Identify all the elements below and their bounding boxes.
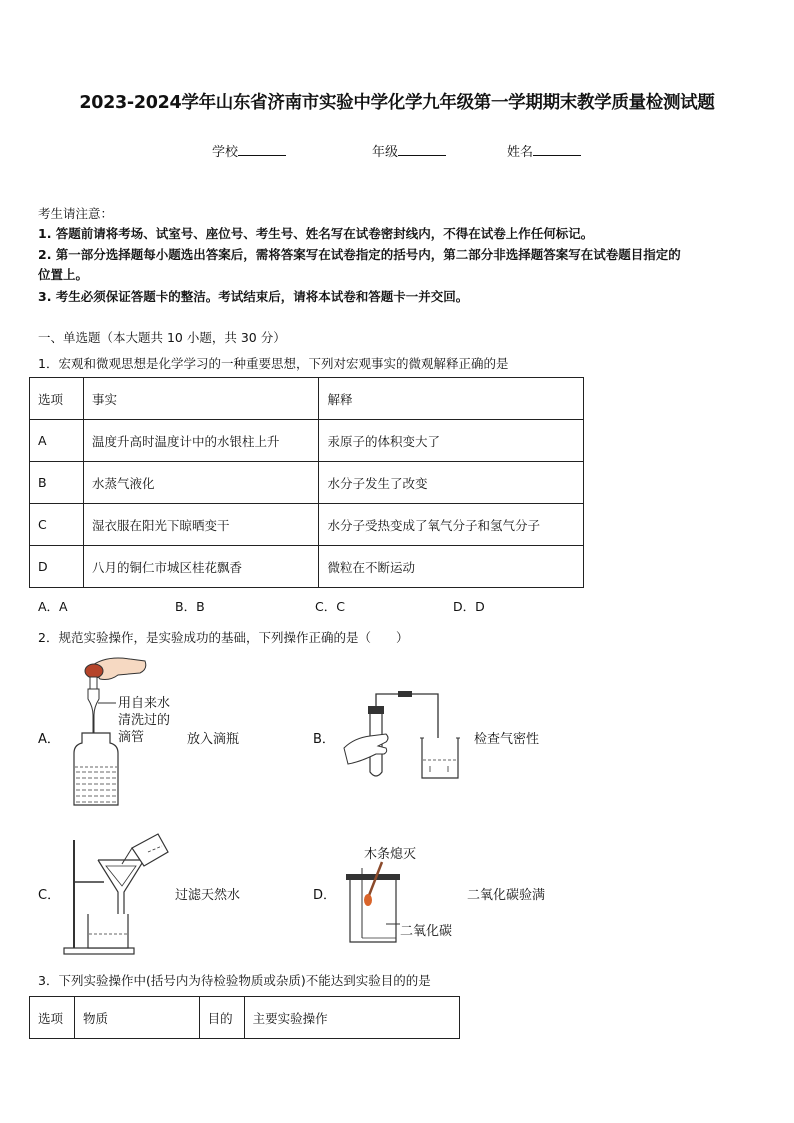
- q3-table: [29, 996, 460, 1039]
- school-label: 学校: [212, 145, 239, 160]
- name-field: [507, 141, 581, 160]
- notice-item-2: 2. 第一部分选择题每小题选出答案后，需将答案写在试卷指定的括号内，第二部分非选择题答案写在试卷题目指定的: [38, 247, 681, 262]
- filtration-figure: [62, 830, 172, 960]
- q1-table: [29, 377, 584, 588]
- q1-stem: 1．宏观和微观思想是化学学习的一种重要思想，下列对宏观事实的微观解释正确的是: [38, 356, 509, 371]
- notice-item-3: 3. 考生必须保证答题卡的整洁。考试结束后，请将本试卷和答题卡一并交回。: [38, 289, 469, 304]
- q1-option-d: D．D: [453, 599, 485, 614]
- table-row: [30, 420, 584, 462]
- q3-stem: 3．下列实验操作中(括号内为待检验物质或杂质)不能达到实验目的的是: [38, 973, 431, 988]
- q1-option-c: C．C: [315, 599, 345, 614]
- table-row: [30, 997, 460, 1039]
- table-cell: 汞原子的体积变大了: [319, 420, 584, 462]
- table-cell: 水分子受热变成了氧气分子和氢气分子: [319, 504, 584, 546]
- notice-item-1: 1. 答题前请将考场、试室号、座位号、考生号、姓名写在试卷密封线内，不得在试卷上作任何标记。: [38, 226, 594, 241]
- school-blank: [238, 143, 286, 156]
- table-header-cell: 主要实验操作: [244, 997, 459, 1039]
- q2-option-a-letter: A．: [38, 732, 60, 747]
- q2-option-c-caption: 过滤天然水: [175, 888, 241, 903]
- table-cell: C: [30, 504, 84, 546]
- table-cell: 八月的铜仁市城区桂花飘香: [83, 546, 319, 588]
- grade-blank: [398, 143, 446, 156]
- grade-field: [372, 141, 446, 160]
- table-cell: 微粒在不断运动: [319, 546, 584, 588]
- notice-heading: 考生请注意：: [38, 206, 114, 221]
- table-row: [30, 504, 584, 546]
- table-header-cell: 选项: [30, 997, 75, 1039]
- name-blank: [533, 143, 581, 156]
- airtightness-check-figure: [340, 686, 465, 786]
- q1-option-b: B．B: [175, 599, 205, 614]
- q2-option-d-bottom-label: 二氧化碳: [400, 924, 453, 939]
- dropper-callout: [118, 695, 170, 746]
- table-header-cell: 物质: [74, 997, 199, 1039]
- callout-line-3: 滴管: [118, 730, 145, 745]
- table-cell: 温度升高时温度计中的水银柱上升: [83, 420, 319, 462]
- table-cell: A: [30, 420, 84, 462]
- name-label: 姓名: [507, 145, 534, 160]
- school-field: [212, 141, 286, 160]
- table-header-cell: 解释: [319, 378, 584, 420]
- callout-line-1: 用自来水: [118, 696, 171, 711]
- q2-stem: 2．规范实验操作，是实验成功的基础，下列操作正确的是（ ）: [38, 630, 409, 645]
- q2-option-d-caption: 二氧化碳验满: [467, 888, 546, 903]
- table-header-cell: 选项: [30, 378, 84, 420]
- grade-label: 年级: [372, 145, 399, 160]
- table-cell: 湿衣服在阳光下晾晒变干: [83, 504, 319, 546]
- q2-option-d-letter: D．: [313, 888, 337, 903]
- q2-option-d-top-label: 木条熄灭: [364, 847, 417, 862]
- table-cell: 水蒸气液化: [83, 462, 319, 504]
- section-title: 一、单选题（本大题共 10 小题，共 30 分）: [38, 330, 286, 345]
- table-cell: 水分子发生了改变: [319, 462, 584, 504]
- table-header-cell: 事实: [83, 378, 319, 420]
- callout-line-2: 清洗过的: [118, 713, 171, 728]
- table-row: [30, 378, 584, 420]
- table-row: [30, 546, 584, 588]
- q1-option-a: A．A: [38, 599, 68, 614]
- table-cell: D: [30, 546, 84, 588]
- table-row: [30, 462, 584, 504]
- q2-option-b-caption: 检查气密性: [474, 732, 540, 747]
- q2-option-b-letter: B．: [313, 732, 335, 747]
- table-cell: B: [30, 462, 84, 504]
- notice-item-2-cont: 位置上。: [38, 267, 89, 282]
- exam-title: 2023-2024学年山东省济南市实验中学化学九年级第一学期期末教学质量检测试题: [79, 93, 715, 113]
- q2-option-c-letter: C．: [38, 888, 61, 903]
- table-header-cell: 目的: [199, 997, 244, 1039]
- q2-option-a-caption: 放入滴瓶: [187, 732, 240, 747]
